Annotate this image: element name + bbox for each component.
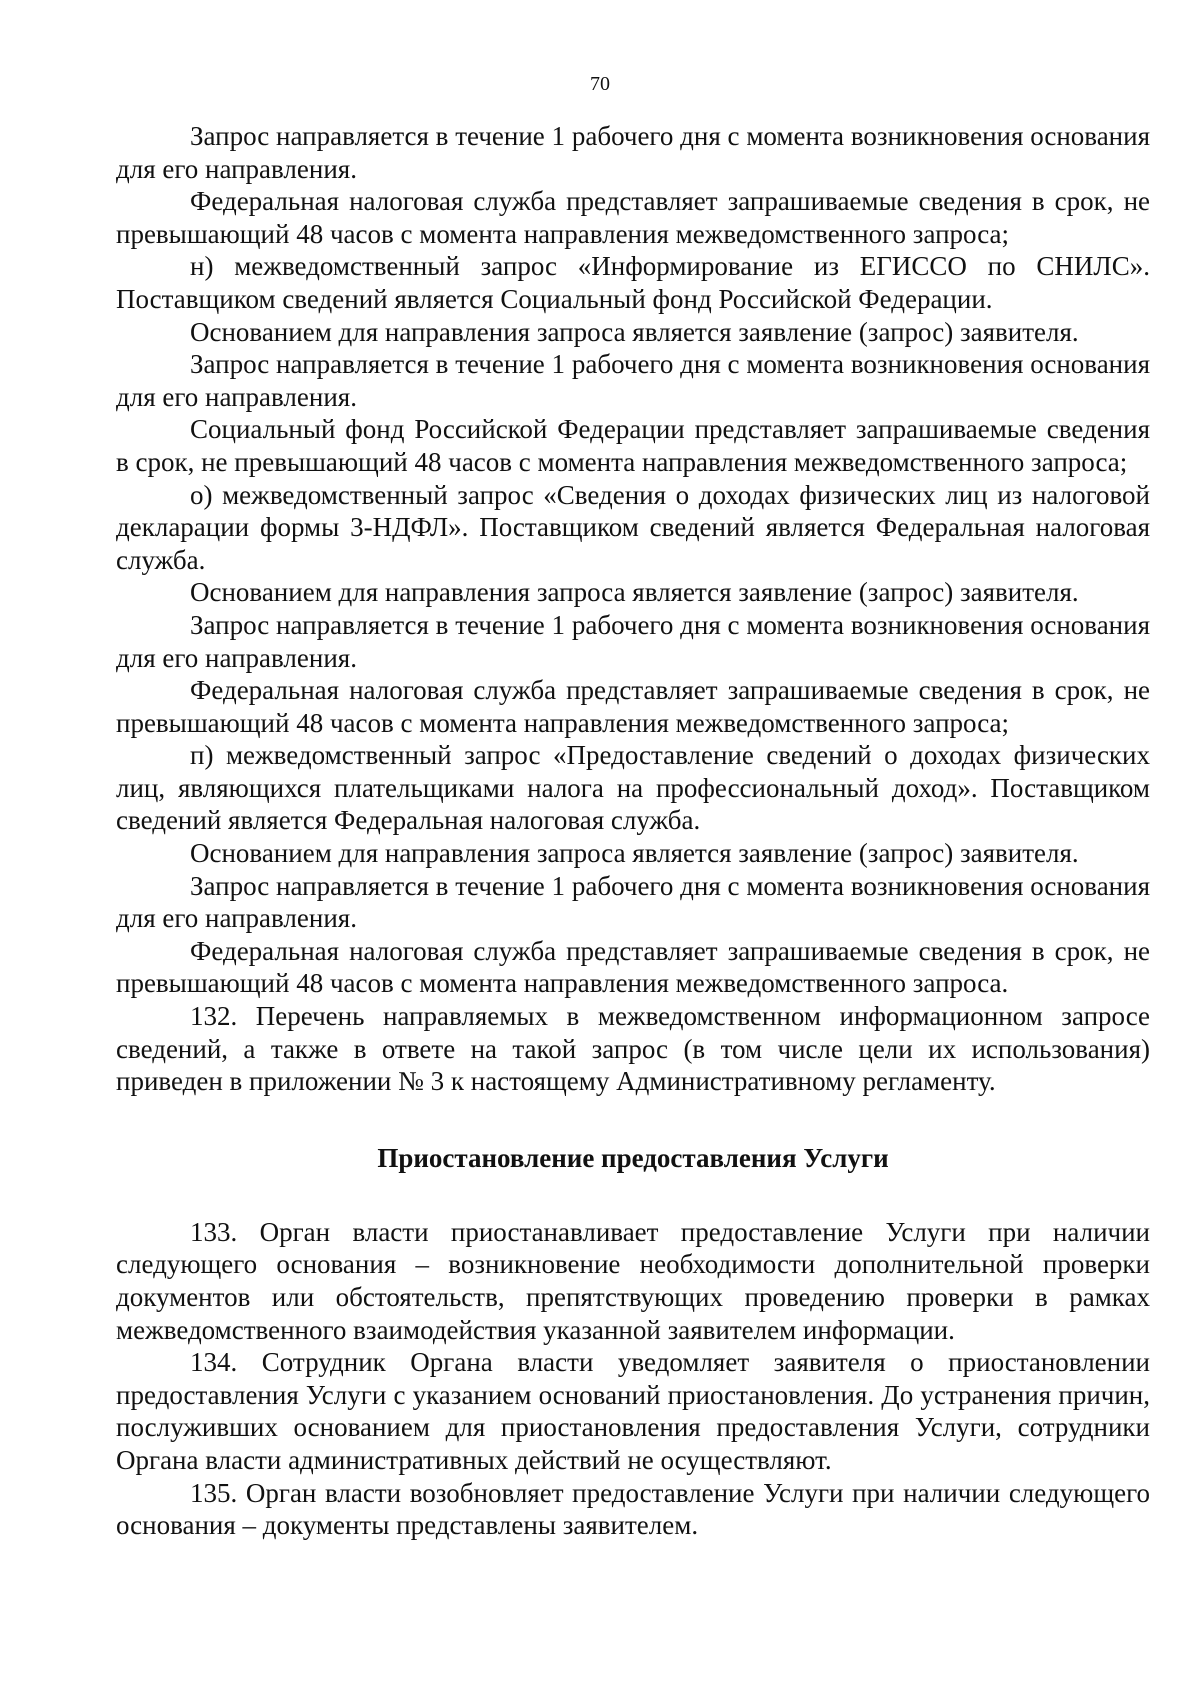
section-heading: Приостановление предоставления Услуги xyxy=(377,1142,889,1173)
paragraph: Основанием для направления запроса является заявление (запрос) заявителя. xyxy=(190,316,1079,347)
paragraph: н) межведомственный запрос «Информирование из ЕГИССО по СНИЛС». Поставщиком сведений является Социальный фонд Российской Федерации. xyxy=(116,251,1150,314)
paragraph: Социальный фонд Российской Федерации представляет запрашиваемые сведения в срок, не превышающий 48 часов с момента направления межведомственного запроса; xyxy=(116,414,1150,477)
paragraph: Основанием для направления запроса является заявление (запрос) заявителя. xyxy=(190,577,1079,608)
paragraph: 134. Сотрудник Органа власти уведомляет заявителя о приостановлении предоставления Услуги с указанием оснований приостановления. До устранения причин, послуживших основанием для приостановления предоставления Услуги, сотрудники Органа власти административных действий не осуществляют. xyxy=(116,1347,1150,1475)
document-body xyxy=(116,120,1150,1542)
paragraph: о) межведомственный запрос «Сведения о доходах физических лиц из налоговой декларации формы 3-НДФЛ». Поставщиком сведений является Федеральная налоговая служба. xyxy=(116,479,1150,575)
paragraph: 133. Орган власти приостанавливает предоставление Услуги при наличии следующего основания – возникновение необходимости дополнительной проверки документов или обстоятельств, препятствующих проведению проверки в рамках межведомственного взаимодействия указанной заявителем информации. xyxy=(116,1216,1150,1345)
paragraph: Основанием для направления запроса является заявление (запрос) заявителя. xyxy=(190,838,1079,869)
paragraph: Запрос направляется в течение 1 рабочего дня с момента возникновения основания для его направления. xyxy=(116,121,1150,184)
paragraph: Федеральная налоговая служба представляет запрашиваемые сведения в срок, не превышающий 48 часов с момента направления межведомственного запроса; xyxy=(116,186,1150,249)
paragraph: 132. Перечень направляемых в межведомственном информационном запросе сведений, а также в ответе на такой запрос (в том числе цели их использования) приведен в приложении № 3 к настоящему Административному регламенту. xyxy=(116,1001,1150,1097)
paragraph: Федеральная налоговая служба представляет запрашиваемые сведения в срок, не превышающий 48 часов с момента направления межведомственного запроса; xyxy=(116,675,1150,738)
page-number: 70 xyxy=(590,73,610,95)
paragraph: 135. Орган власти возобновляет предоставление Услуги при наличии следующего основания – документы представлены заявителем. xyxy=(116,1477,1150,1541)
paragraph: п) межведомственный запрос «Предоставление сведений о доходах физических лиц, являющихся плательщиками налога на профессиональный доход». Поставщиком сведений является Федеральная налоговая служба. xyxy=(116,740,1150,836)
paragraph: Запрос направляется в течение 1 рабочего дня с момента возникновения основания для его направления. xyxy=(116,870,1150,934)
paragraph: Запрос направляется в течение 1 рабочего дня с момента возникновения основания для его направления. xyxy=(116,609,1150,673)
paragraph: Федеральная налоговая служба представляет запрашиваемые сведения в срок, не превышающий 48 часов с момента направления межведомственного запроса. xyxy=(116,935,1150,999)
paragraph: Запрос направляется в течение 1 рабочего дня с момента возникновения основания для его направления. xyxy=(116,349,1150,412)
